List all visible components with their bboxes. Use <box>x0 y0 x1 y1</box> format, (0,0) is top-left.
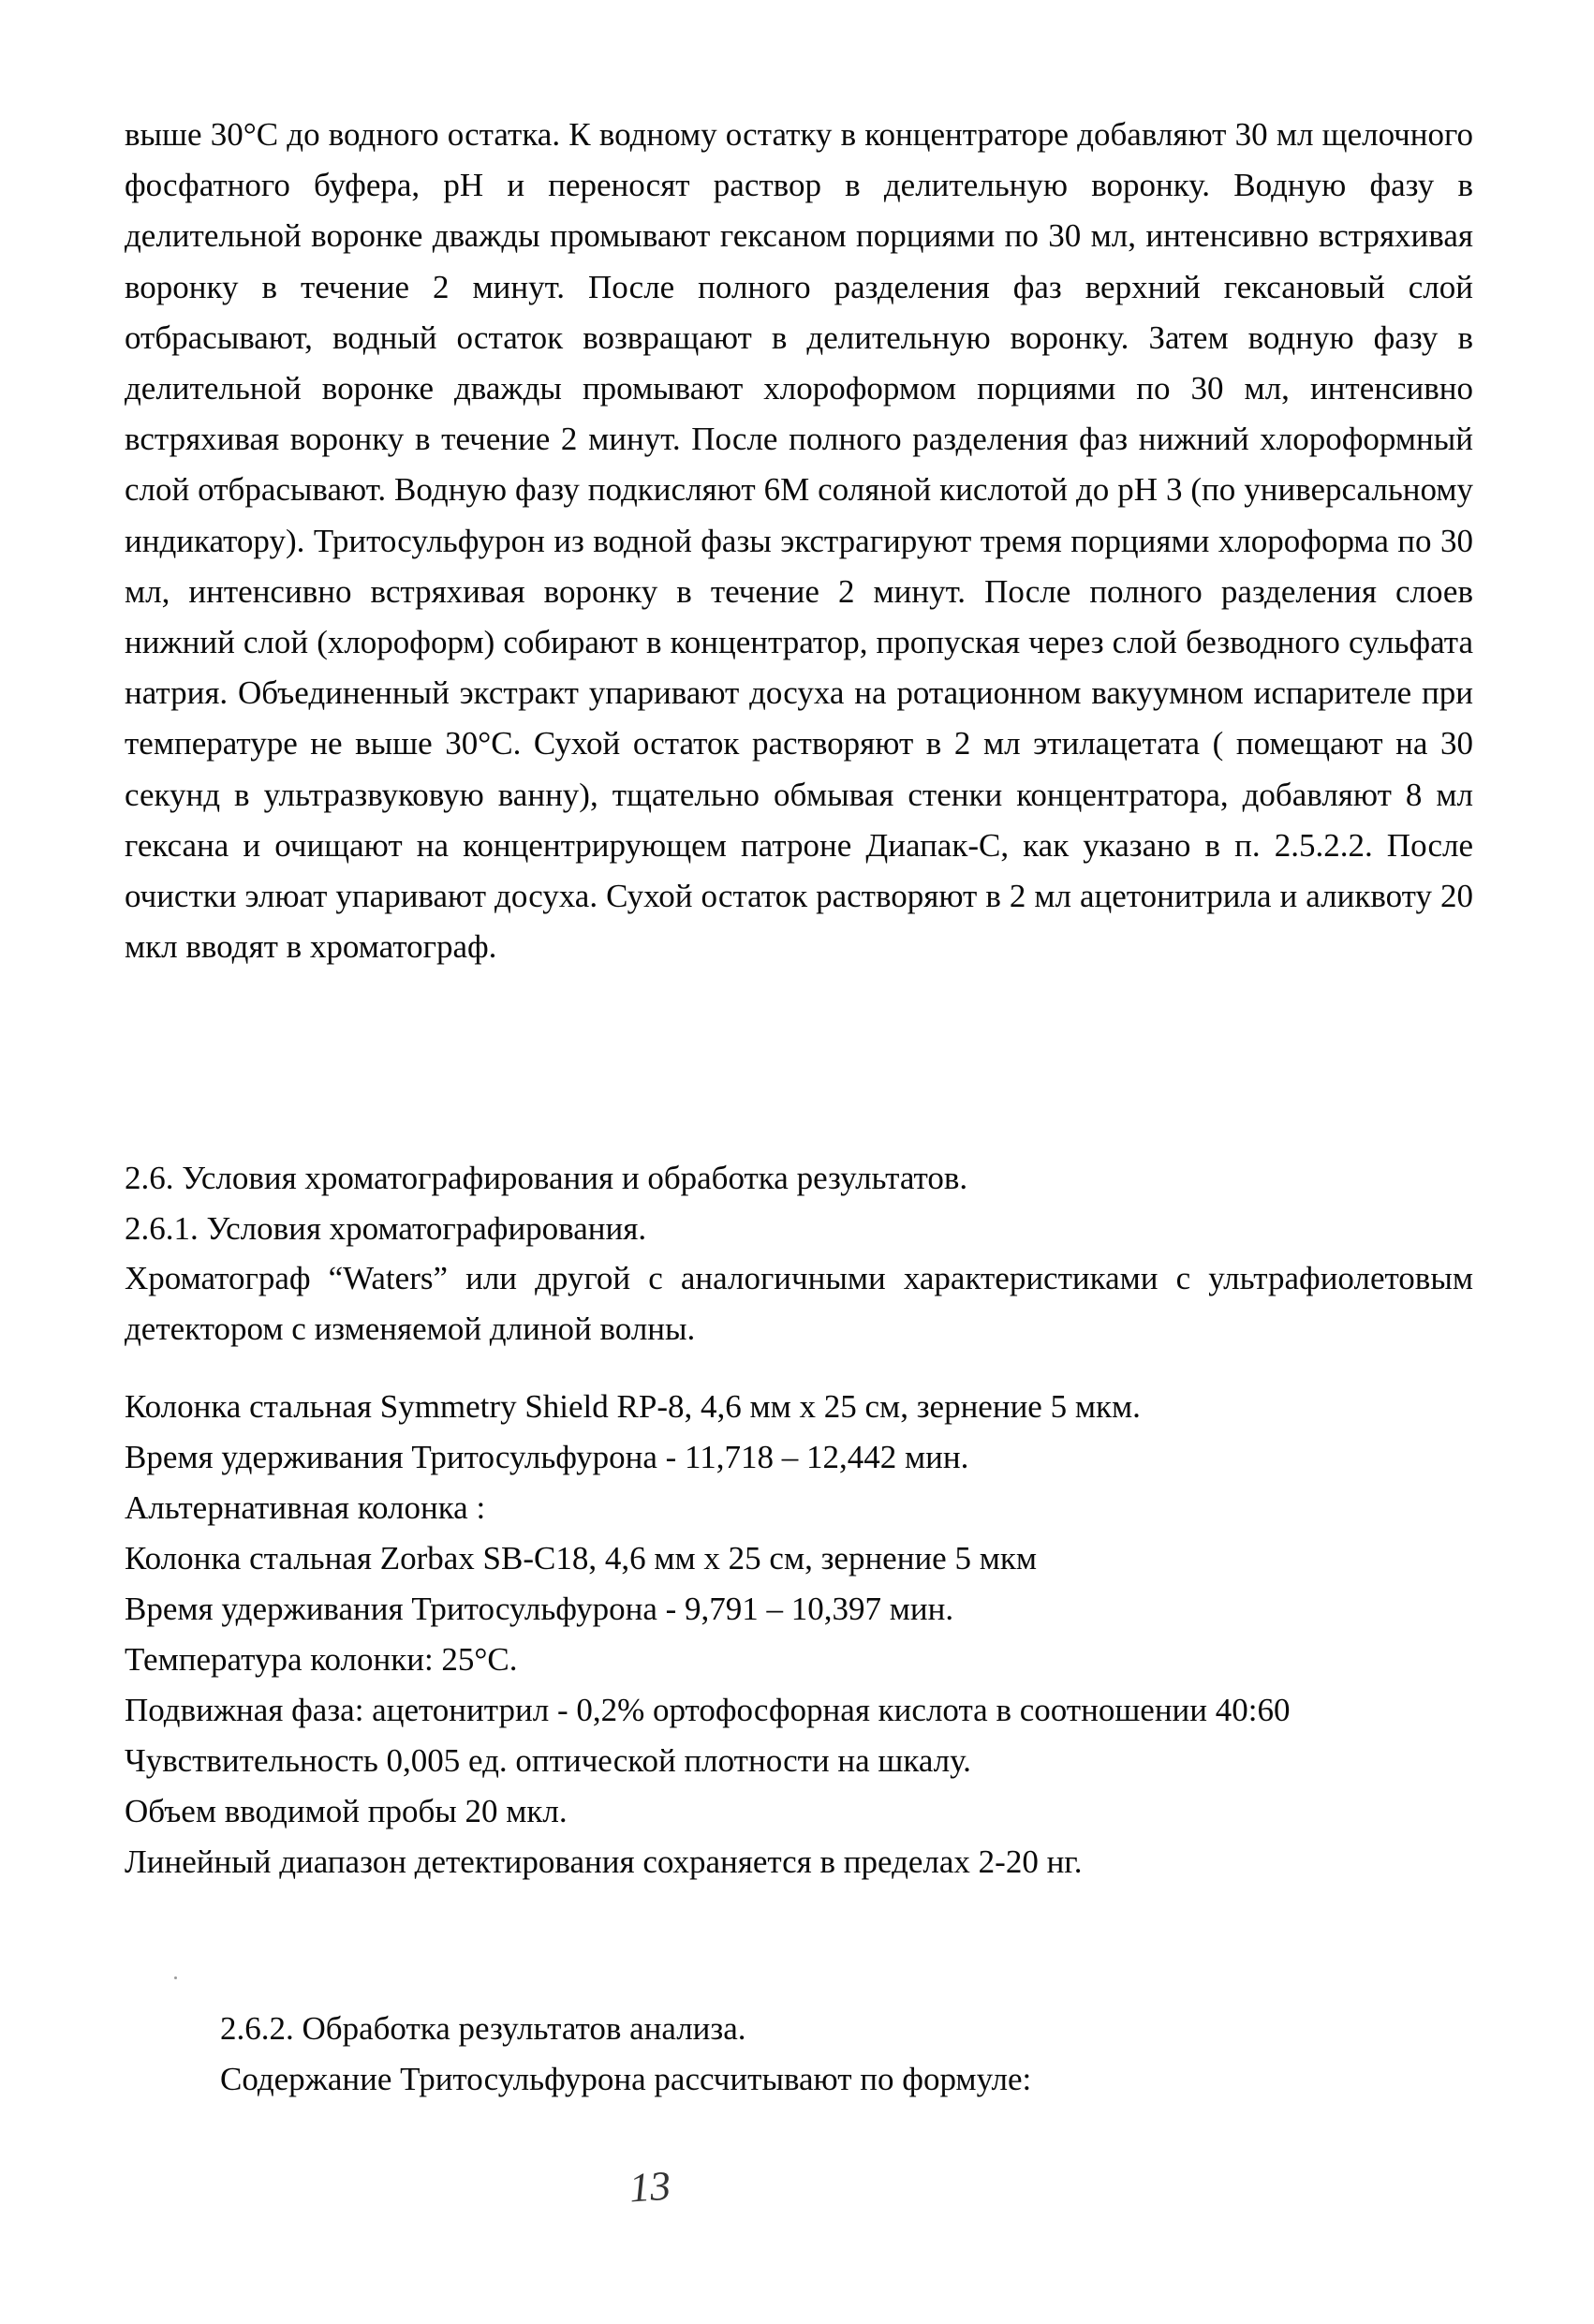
formula-intro: Содержание Тритосульфурона рассчитывают по формуле: <box>220 2061 1032 2097</box>
linear-range: Линейный диапазон детектирования сохраняется в пределах 2-20 нг. <box>125 1843 1083 1880</box>
alternative-column-label: Альтернативная колонка : <box>125 1489 486 1526</box>
section-2-6-1-heading: 2.6.1. Условия хроматографирования. <box>125 1210 647 1247</box>
column-spec-2: Колонка стальная Zorbax SB-C18, 4,6 мм х 25 см, зернение 5 мкм <box>125 1540 1038 1576</box>
page-number: 13 <box>627 2162 672 2212</box>
main-paragraph: выше 30°С до водного остатка. К водному остатку в концентраторе добавляют 30 мл щелочного фосфатного буфера, рН и переносят раствор в делительную воронку. Водную фазу в делительной воронке дважды промывают гексаном порциями по 30 мл, интенсивно встряхивая воронку в течение 2 минут. После полного разделения фаз верхний гексановый слой отбрасывают, водный остаток возвращают в делительную воронку. Затем водную фазу в делительной воронке дважды промывают хлороформом порциями по 30 мл, интенсивно встряхивая воронку в течение 2 минут. После полного разделения фаз нижний хлороформный слой отбрасывают. Водную фазу подкисляют 6М соляной кислотой до рН 3 (по универсальному индикатору). Тритосульфурон из водной фазы экстрагируют тремя порциями хлороформа по 30 мл, интенсивно встряхивая воронку в течение 2 минут. После полного разделения слоев нижний слой (хлороформ) собирают в концентратор, пропуская через слой безводного сульфата натрия. Объединенный экстракт упаривают досуха на ротационном вакуумном испарителе при температуре не выше 30°С. Сухой остаток растворяют в 2 мл этилацетата ( помещают на 30 секунд в ультразвуковую ванну), тщательно обмывая стенки концентратора, добавляют 8 мл гексана и очищают на концентрирующем патроне Диапак-С, как указано в п. 2.5.2.2. После очистки элюат упаривают досуха. Сухой остаток растворяют в 2 мл ацетонитрила и аликвоту 20 мкл вводят в хроматограф. <box>125 116 1473 966</box>
retention-time-2: Время удерживания Тритосульфурона - 9,791 – 10,397 мин. <box>125 1591 954 1627</box>
column-temperature: Температура колонки: 25°С. <box>125 1641 518 1678</box>
column-spec-1: Колонка стальная Symmetry Shield RP-8, 4,6 мм х 25 см, зернение 5 мкм. <box>125 1388 1141 1425</box>
sensitivity: Чувствительность 0,005 ед. оптической плотности на шкалу. <box>125 1742 971 1779</box>
injection-volume: Объем вводимой пробы 20 мкл. <box>125 1793 568 1829</box>
chromatograph-description: Хроматограф “Waters” или другой с аналогичными характеристиками с ультрафиолетовым детектором с изменяемой длиной волны. <box>125 1260 1473 1347</box>
section-2-6-heading: 2.6. Условия хроматографирования и обработка результатов. <box>125 1160 968 1196</box>
retention-time-1: Время удерживания Тритосульфурона - 11,718 – 12,442 мин. <box>125 1439 969 1475</box>
scan-speck <box>174 1976 177 1979</box>
mobile-phase: Подвижная фаза: ацетонитрил - 0,2% ортофосфорная кислота в соотношении 40:60 <box>125 1692 1291 1728</box>
section-2-6-2-heading: 2.6.2. Обработка результатов анализа. <box>220 2010 746 2047</box>
